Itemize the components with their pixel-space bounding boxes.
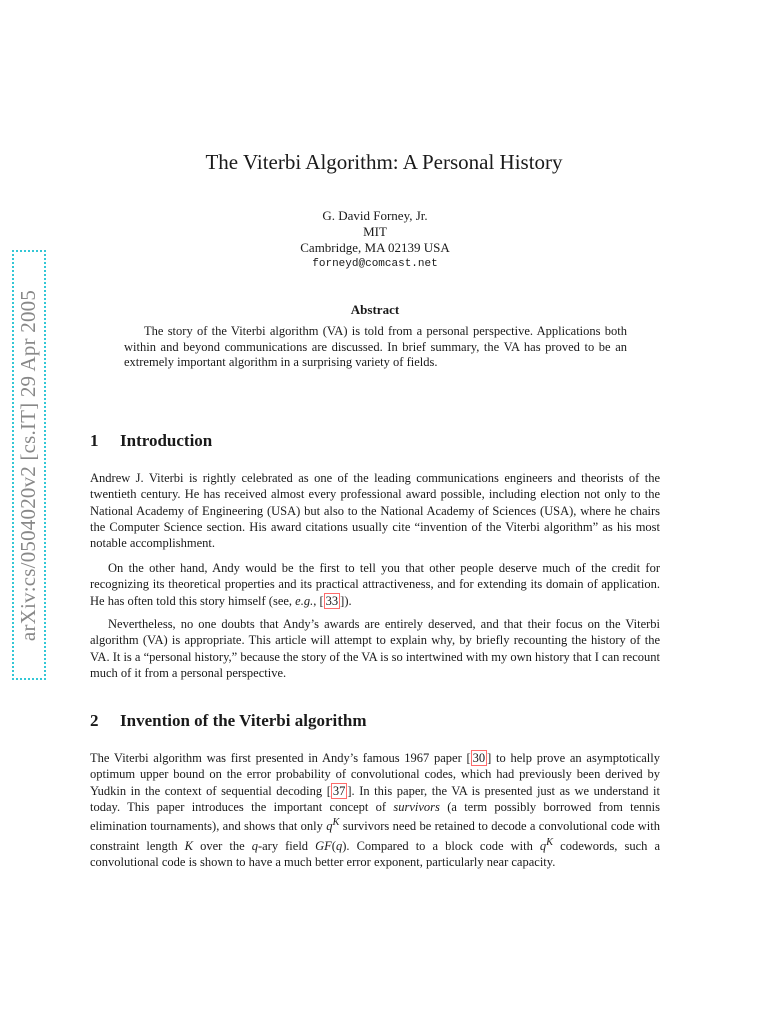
intro-paragraph-2: On the other hand, Andy would be the first to tell you that other people deserve much of the credit for recognizing its theoretical properties and its practical attractiveness, and for extending its domain of application. He has often told this story himself (see, e.g., [ 33 ]). [90, 561, 660, 608]
section-heading-invention [90, 711, 367, 731]
citation-link[interactable]: 37 [332, 783, 346, 798]
arxiv-stamp-text: arXiv:cs/0504020v2 [cs.IT] 29 Apr 2005 [16, 289, 41, 641]
intro-paragraph-3: Nevertheless, no one doubts that Andy’s awards are entirely deserved, and that their focus on the Viterbi algorithm (VA) is appropriate. This article will attempt to explain why, by briefly recounting the history of the VA. It is a “personal history,” because the story of the VA is so intertwined with my own history that I can recount much of it from a personal perspective. [90, 617, 660, 680]
abstract-text: The story of the Viterbi algorithm (VA) is told from a personal perspective. Applications both within and beyond communications are discussed. In brief summary, the VA has proved to be an extremely important algorithm in a surprising variety of fields. [124, 324, 627, 369]
author-email: forneyd@comcast.net [312, 258, 438, 270]
section-title: Introduction [120, 431, 213, 450]
section-title: Invention of the Viterbi algorithm [120, 711, 367, 730]
citation-link[interactable]: 30 [472, 751, 486, 765]
paper-title: The Viterbi Algorithm: A Personal History [205, 150, 563, 174]
author-name: G. David Forney, Jr. [322, 208, 428, 223]
citation-link[interactable]: 33 [325, 593, 339, 608]
section-heading-introduction [90, 431, 212, 451]
author-location: Cambridge, MA 02139 USA [300, 240, 450, 255]
author-block [0, 208, 750, 272]
author-affiliation: MIT [363, 224, 387, 239]
abstract-heading: Abstract [350, 302, 400, 317]
intro-paragraph-1: Andrew J. Viterbi is rightly celebrated as one of the leading communications engineers and theorists of the twentieth century. He has received almost every professional award possible, including election not only to the National Academy of Engineering (USA) but also to the National Academy of Sciences (USA), where he chairs the Computer Science section. His award citations usually cite “invention of the Viterbi algorithm” as his most notable accomplishment. [90, 471, 660, 551]
section-number: 1 [90, 431, 99, 450]
section-number: 2 [90, 711, 99, 730]
invention-paragraph-1: The Viterbi algorithm was first presented in Andy’s famous 1967 paper [ 30 ] to help prove an asymptotically optimum upper bound on the error probability of convolutional codes, which had previously been derived by Yudkin in the context of sequential decoding [ 37 ]. In this paper, the VA is presented just as we understand it today. This paper introduces the important concept of survivors (a term possibly borrowed from tennis elimination tournaments), and shows that only $q^K$ survivors need be retained to decode a convolutional code with constraint length K over the q-ary field GF(q). Compared to a block code with $q^K$ codewords, such a convolutional code is shown to have a much better error exponent, particularly near capacity. [90, 751, 661, 870]
